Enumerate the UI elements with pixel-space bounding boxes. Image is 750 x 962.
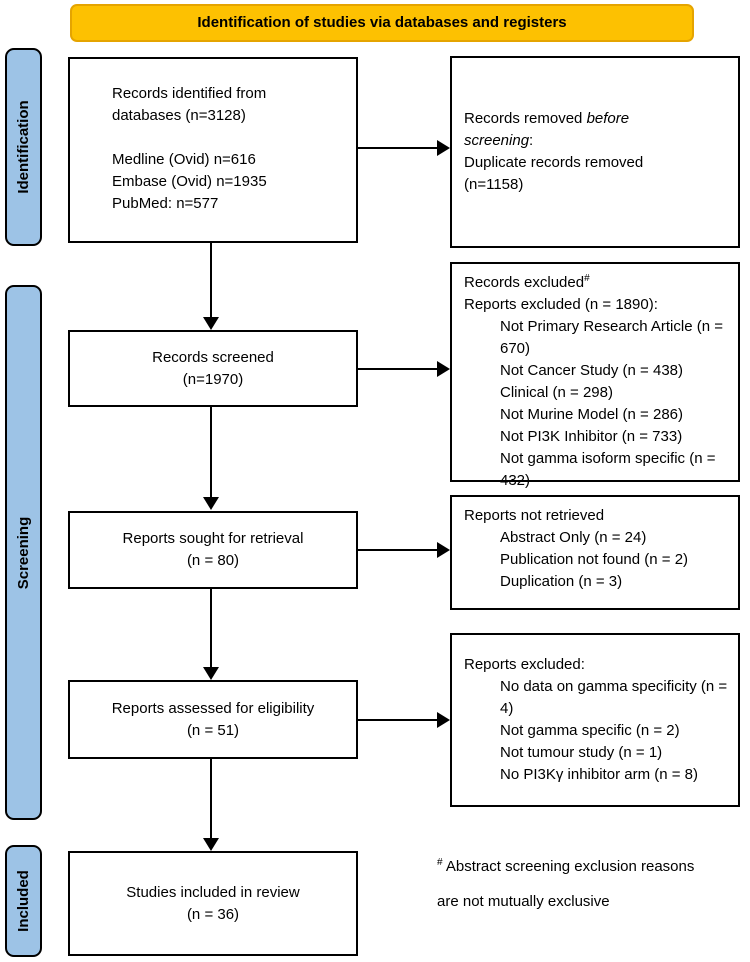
box-records-excluded-subtitle: Reports excluded (n = 1890): [464,296,658,313]
excluded-reason-item: Not gamma isoform specific (n = 432) [500,450,716,489]
box-records-identified-line: PubMed: n=577 [112,195,219,212]
box-records-identified-line: Embase (Ovid) n=1935 [112,173,267,190]
excluded-reason-item: Clinical (n = 298) [500,384,613,401]
footnote-line1-text: Abstract screening exclusion reasons [442,858,695,875]
box-records-excluded [450,262,740,489]
footnote-line1 [437,856,742,878]
records-excluded-title-text: Records excluded [464,274,585,291]
stage-label-identification: Identification [14,100,32,194]
box-studies-included [68,851,358,956]
box-records-excluded-title [464,272,732,294]
footnote-marker: # [437,857,443,868]
box-reports-sought-line: Reports sought for retrieval [122,530,304,547]
box-records-removed-line: (n=1158) [464,176,524,193]
excluded-reason-item: Not Primary Research Article (n = 670) [500,318,723,357]
records-removed-text: : [529,132,534,149]
reports-excluded-item: Not gamma specific (n = 2) [500,722,680,739]
box-records-identified-line: Records identified from [112,85,267,102]
stage-label-screening: Screening [14,516,32,589]
box-records-removed [450,56,740,248]
box-records-removed-line: Duplicate records removed [464,154,644,171]
box-records-identified [68,57,358,243]
box-records-screened-line: Records screened [152,348,274,366]
reports-excluded-item: No PI3Kγ inhibitor arm (n = 8) [500,766,698,783]
not-retrieved-item: Publication not found (n = 2) [500,551,689,568]
box-reports-not-retrieved-title: Reports not retrieved [464,507,605,524]
box-studies-included-line: Studies included in review [126,883,300,901]
records-removed-italic: before [586,110,630,127]
stage-bar-identification [5,48,42,246]
stage-label-included: Included [14,870,32,932]
reports-excluded-item: Not tumour study (n = 1) [500,744,663,761]
stage-bar-included [5,845,42,957]
records-removed-text: Records removed [464,110,587,127]
footnote-marker: # [584,273,590,284]
box-reports-excluded [450,633,740,807]
not-retrieved-item: Duplication (n = 3) [500,573,623,590]
box-reports-not-retrieved [450,495,740,610]
reports-excluded-item: No data on gamma specificity (n = 4) [500,678,728,717]
box-reports-sought [68,511,358,589]
box-studies-included-line: (n = 36) [186,905,240,923]
box-records-screened [68,330,358,407]
box-reports-sought-line: (n = 80) [186,552,240,569]
box-records-removed-line [464,130,732,152]
excluded-reason-item: Not Murine Model (n = 286) [500,406,684,423]
box-reports-assessed-line: (n = 51) [186,721,240,739]
stage-bar-screening [5,285,42,820]
box-records-screened-line: (n=1970) [182,370,244,388]
diagram-header-title: Identification of studies via databases and registers [197,14,567,31]
footnote [437,856,742,913]
excluded-reason-item: Not Cancer Study (n = 438) [500,362,684,379]
box-reports-assessed [68,680,358,759]
not-retrieved-item: Abstract Only (n = 24) [500,529,647,546]
box-records-identified-line: Medline (Ovid) n=616 [112,151,256,168]
records-removed-italic: screening [464,132,530,149]
box-records-identified-line: databases (n=3128) [112,107,246,124]
diagram-header [70,4,694,42]
excluded-reason-item: Not PI3K Inhibitor (n = 733) [500,428,683,445]
footnote-line2: are not mutually exclusive [437,893,610,910]
box-reports-assessed-line: Reports assessed for eligibility [111,699,315,717]
box-records-removed-line [464,108,732,130]
box-reports-excluded-title: Reports excluded: [464,656,585,673]
